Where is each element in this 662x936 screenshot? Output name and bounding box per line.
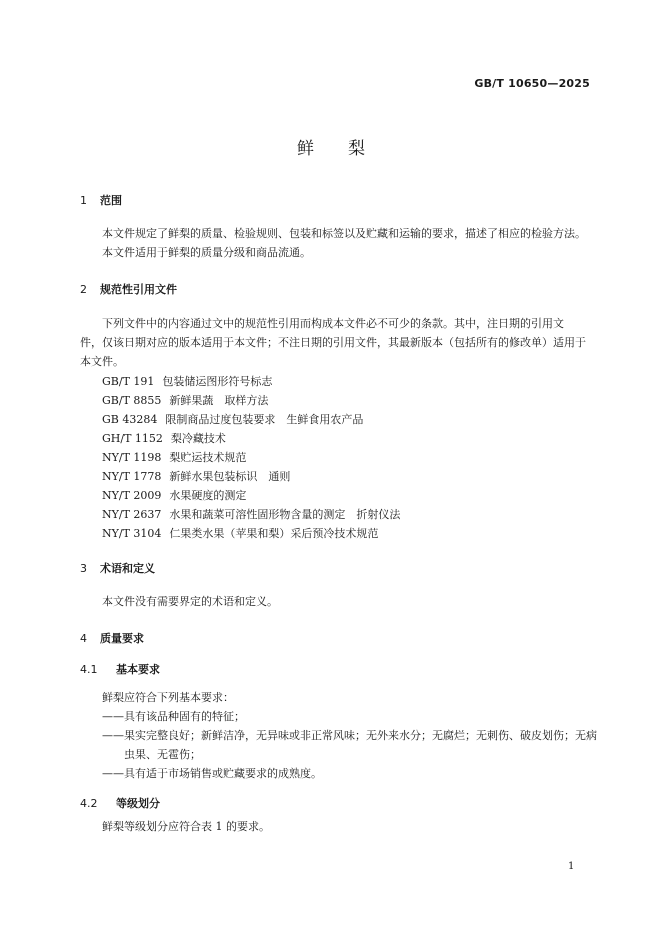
section-4-heading: [80, 630, 144, 646]
paragraph-line: 下列文件中的内容通过文中的规范性引用而构成本文件必不可少的条款。其中，注日期的引用文: [102, 317, 564, 330]
paragraph-line: 件，仅该日期对应的版本适用于本文件；不注日期的引用文件，其最新版本（包括所有的修改单）适用于: [80, 336, 586, 349]
reference-title: 限制商品过度包装要求 生鲜食用农产品: [165, 413, 364, 426]
reference-item: [102, 392, 268, 408]
section-title: 等级划分: [116, 797, 160, 810]
list-item: ——具有该品种固有的特征；: [102, 710, 245, 723]
reference-code: NY/T 3104: [102, 527, 162, 540]
reference-code: GB/T 191: [102, 375, 155, 388]
reference-item: [102, 449, 246, 465]
reference-title: 新鲜果蔬 取样方法: [169, 394, 269, 407]
paragraph: 鲜梨应符合下列基本要求：: [102, 691, 234, 704]
section-title: 规范性引用文件: [100, 283, 177, 296]
section-1-heading: [80, 192, 122, 208]
reference-title: 仁果类水果（苹果和梨）采后预冷技术规范: [169, 527, 379, 540]
reference-code: NY/T 2009: [102, 489, 162, 502]
reference-item: [102, 373, 272, 389]
document-title: 鲜 梨: [297, 139, 365, 159]
reference-item: [102, 411, 363, 427]
paragraph: 鲜梨等级划分应符合表 1 的要求。: [102, 820, 270, 833]
section-number: 4.2: [80, 797, 98, 810]
paragraph: 本文件没有需要界定的术语和定义。: [102, 595, 278, 608]
section-title: 范围: [100, 194, 122, 207]
standard-number: GB/T 10650—2025: [474, 77, 590, 90]
section-2-heading: [80, 281, 177, 297]
reference-code: GB/T 8855: [102, 394, 162, 407]
section-3-heading: [80, 560, 155, 576]
reference-code: GB 43284: [102, 413, 158, 426]
reference-title: 新鲜水果包装标识 通则: [169, 470, 291, 483]
reference-item: [102, 487, 246, 503]
reference-item: [102, 506, 400, 522]
reference-item: [102, 525, 378, 541]
reference-title: 包装储运图形符号标志: [162, 375, 273, 388]
reference-code: NY/T 1198: [102, 451, 162, 464]
subsection-4-2-heading: [80, 795, 160, 811]
reference-item: [102, 468, 290, 484]
subsection-4-1-heading: [80, 661, 160, 677]
list-item-continuation: 虫果、无雹伤；: [124, 748, 201, 761]
reference-title: 梨冷藏技术: [170, 432, 226, 445]
reference-title: 水果和蔬菜可溶性固形物含量的测定 折射仪法: [169, 508, 401, 521]
paragraph: 本文件适用于鲜梨的质量分级和商品流通。: [102, 246, 311, 259]
section-number: 3: [80, 562, 87, 575]
section-number: 2: [80, 283, 87, 296]
list-item: ——具有适于市场销售或贮藏要求的成熟度。: [102, 767, 322, 780]
list-item: ——果实完整良好；新鲜洁净，无异味或非正常风味；无外来水分；无腐烂；无刺伤、破皮划伤；无病: [102, 729, 597, 742]
section-title: 基本要求: [116, 663, 160, 676]
reference-code: GH/T 1152: [102, 432, 163, 445]
section-number: 4: [80, 632, 87, 645]
section-title: 质量要求: [100, 632, 144, 645]
reference-title: 梨贮运技术规范: [169, 451, 247, 464]
section-number: 4.1: [80, 663, 98, 676]
page-number: 1: [568, 861, 575, 872]
paragraph-line: 本文件。: [80, 355, 124, 368]
reference-code: NY/T 2637: [102, 508, 162, 521]
reference-title: 水果硬度的测定: [169, 489, 247, 502]
paragraph: 本文件规定了鲜梨的质量、检验规则、包装和标签以及贮藏和运输的要求，描述了相应的检验方法。: [102, 227, 586, 240]
section-title: 术语和定义: [100, 562, 155, 575]
reference-code: NY/T 1778: [102, 470, 162, 483]
reference-item: [102, 430, 226, 446]
section-number: 1: [80, 194, 87, 207]
